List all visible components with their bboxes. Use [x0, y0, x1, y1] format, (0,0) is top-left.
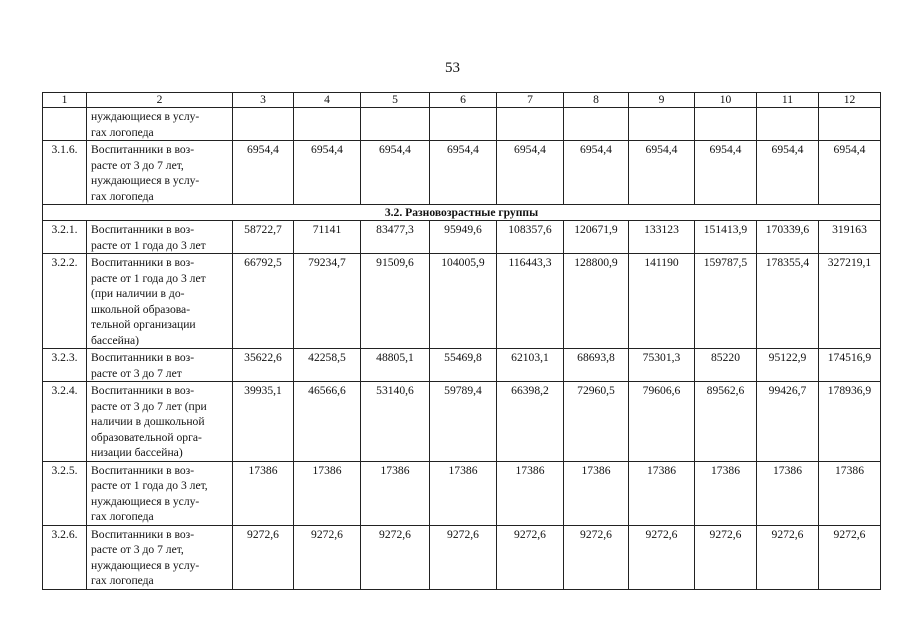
value-cell: 17386	[497, 461, 564, 525]
description-line: Воспитанники в воз-	[91, 384, 195, 397]
description-line: нуждающиеся в услу-	[91, 110, 200, 123]
header-cell: 5	[361, 93, 430, 108]
value-cell	[695, 108, 757, 141]
value-cell: 178936,9	[819, 382, 881, 462]
description-line: нуждающиеся в услу-	[91, 494, 200, 508]
row-description	[87, 254, 233, 349]
value-cell: 6954,4	[757, 141, 819, 205]
description-line: гах логопеда	[91, 510, 154, 523]
value-cell: 108357,6	[497, 221, 564, 254]
row-code: 3.2.3.	[43, 349, 87, 382]
section-title: 3.2. Разновозрастные группы	[43, 205, 881, 221]
header-cell: 6	[430, 93, 497, 108]
value-cell: 6954,4	[430, 141, 497, 205]
description-line: образовательной орга-	[91, 430, 202, 444]
value-cell: 71141	[294, 221, 361, 254]
description-line: Воспитанники в воз-	[91, 143, 195, 156]
value-cell: 59789,4	[430, 382, 497, 462]
value-cell	[233, 108, 294, 141]
description-line: Воспитанники в воз-	[91, 463, 195, 477]
value-cell: 6954,4	[233, 141, 294, 205]
value-cell: 95122,9	[757, 349, 819, 382]
header-cell: 7	[497, 93, 564, 108]
value-cell	[564, 108, 629, 141]
row-code: 3.2.6.	[43, 525, 87, 589]
value-cell: 9272,6	[294, 525, 361, 589]
value-cell: 6954,4	[629, 141, 695, 205]
value-cell: 6954,4	[497, 141, 564, 205]
value-cell: 68693,8	[564, 349, 629, 382]
value-cell: 17386	[695, 461, 757, 525]
description-line: гах логопеда	[91, 189, 154, 203]
description-line: нуждающиеся в услу-	[91, 174, 200, 187]
value-cell: 79234,7	[294, 254, 361, 349]
description-line: расте от 3 до 7 лет,	[91, 543, 184, 556]
value-cell: 39935,1	[233, 382, 294, 462]
value-cell: 120671,9	[564, 221, 629, 254]
row-code: 3.2.4.	[43, 382, 87, 462]
description-line: расте от 1 года до 3 лет,	[91, 479, 208, 492]
description-line: расте от 3 до 7 лет	[91, 366, 182, 380]
value-cell: 9272,6	[361, 525, 430, 589]
value-cell	[361, 108, 430, 141]
description-line: расте от 3 до 7 лет (при	[91, 399, 207, 413]
row-description	[87, 525, 233, 589]
value-cell: 66792,5	[233, 254, 294, 349]
row-code	[43, 108, 87, 141]
value-cell: 55469,8	[430, 349, 497, 382]
description-line: бассейна)	[91, 333, 140, 347]
description-line: Воспитанники в воз-	[91, 223, 195, 236]
value-cell: 17386	[819, 461, 881, 525]
value-cell: 170339,6	[757, 221, 819, 254]
description-line: Воспитанники в воз-	[91, 256, 195, 269]
value-cell: 327219,1	[819, 254, 881, 349]
value-cell: 17386	[629, 461, 695, 525]
value-cell: 128800,9	[564, 254, 629, 349]
value-cell: 89562,6	[695, 382, 757, 462]
header-cell: 8	[564, 93, 629, 108]
value-cell: 62103,1	[497, 349, 564, 382]
value-cell: 104005,9	[430, 254, 497, 349]
table-row	[43, 141, 881, 205]
value-cell: 83477,3	[361, 221, 430, 254]
description-line: (при наличии в до-	[91, 287, 185, 300]
value-cell: 85220	[695, 349, 757, 382]
value-cell: 42258,5	[294, 349, 361, 382]
value-cell: 17386	[430, 461, 497, 525]
description-line: расте от 3 до 7 лет,	[91, 158, 184, 172]
table-row	[43, 349, 881, 382]
row-description	[87, 221, 233, 254]
value-cell: 35622,6	[233, 349, 294, 382]
value-cell: 91509,6	[361, 254, 430, 349]
value-cell: 17386	[233, 461, 294, 525]
header-cell: 4	[294, 93, 361, 108]
value-cell: 319163	[819, 221, 881, 254]
value-cell: 95949,6	[430, 221, 497, 254]
row-code: 3.2.1.	[43, 221, 87, 254]
value-cell: 99426,7	[757, 382, 819, 462]
value-cell: 66398,2	[497, 382, 564, 462]
table-row	[43, 254, 881, 349]
header-cell: 3	[233, 93, 294, 108]
table-row	[43, 525, 881, 589]
description-line: наличии в дошкольной	[91, 415, 205, 428]
value-cell: 17386	[294, 461, 361, 525]
description-line: тельной организации	[91, 318, 196, 331]
value-cell: 141190	[629, 254, 695, 349]
value-cell	[497, 108, 564, 141]
value-cell: 133123	[629, 221, 695, 254]
value-cell: 9272,6	[564, 525, 629, 589]
value-cell: 58722,7	[233, 221, 294, 254]
value-cell: 6954,4	[695, 141, 757, 205]
value-cell	[430, 108, 497, 141]
value-cell: 17386	[757, 461, 819, 525]
table-row	[43, 108, 881, 141]
header-cell: 9	[629, 93, 695, 108]
description-line: гах логопеда	[91, 574, 154, 587]
value-cell: 174516,9	[819, 349, 881, 382]
row-description	[87, 349, 233, 382]
value-cell: 9272,6	[497, 525, 564, 589]
row-description	[87, 108, 233, 141]
header-cell: 1	[43, 93, 87, 108]
value-cell: 116443,3	[497, 254, 564, 349]
value-cell	[294, 108, 361, 141]
description-line: гах логопеда	[91, 125, 154, 139]
row-code: 3.1.6.	[43, 141, 87, 205]
value-cell: 178355,4	[757, 254, 819, 349]
row-code: 3.2.5.	[43, 461, 87, 525]
table-row	[43, 461, 881, 525]
value-cell: 46566,6	[294, 382, 361, 462]
section-row	[43, 205, 881, 221]
row-description	[87, 141, 233, 205]
value-cell: 6954,4	[819, 141, 881, 205]
value-cell: 48805,1	[361, 349, 430, 382]
value-cell: 6954,4	[361, 141, 430, 205]
value-cell: 151413,9	[695, 221, 757, 254]
description-line: школьной образова-	[91, 302, 191, 316]
page-number: 53	[445, 60, 460, 76]
header-row	[43, 93, 881, 108]
value-cell: 9272,6	[233, 525, 294, 589]
row-description	[87, 382, 233, 462]
value-cell: 72960,5	[564, 382, 629, 462]
description-line: расте от 1 года до 3 лет	[91, 238, 206, 252]
value-cell: 9272,6	[819, 525, 881, 589]
description-line: расте от 1 года до 3 лет	[91, 271, 206, 285]
header-cell: 12	[819, 93, 881, 108]
header-cell: 2	[87, 93, 233, 108]
tariff-table	[42, 92, 881, 590]
value-cell: 159787,5	[695, 254, 757, 349]
value-cell	[757, 108, 819, 141]
value-cell: 6954,4	[294, 141, 361, 205]
value-cell: 79606,6	[629, 382, 695, 462]
table-body	[43, 93, 881, 590]
value-cell: 6954,4	[564, 141, 629, 205]
header-cell: 11	[757, 93, 819, 108]
row-code: 3.2.2.	[43, 254, 87, 349]
value-cell: 9272,6	[430, 525, 497, 589]
value-cell	[819, 108, 881, 141]
value-cell: 9272,6	[695, 525, 757, 589]
row-description	[87, 461, 233, 525]
value-cell: 17386	[564, 461, 629, 525]
value-cell: 53140,6	[361, 382, 430, 462]
header-cell: 10	[695, 93, 757, 108]
value-cell: 9272,6	[629, 525, 695, 589]
description-line: Воспитанники в воз-	[91, 527, 195, 541]
value-cell: 75301,3	[629, 349, 695, 382]
value-cell	[629, 108, 695, 141]
value-cell: 9272,6	[757, 525, 819, 589]
description-line: Воспитанники в воз-	[91, 351, 195, 364]
description-line: низации бассейна)	[91, 446, 183, 459]
table-row	[43, 382, 881, 462]
table-row	[43, 221, 881, 254]
value-cell: 17386	[361, 461, 430, 525]
description-line: нуждающиеся в услу-	[91, 558, 200, 572]
